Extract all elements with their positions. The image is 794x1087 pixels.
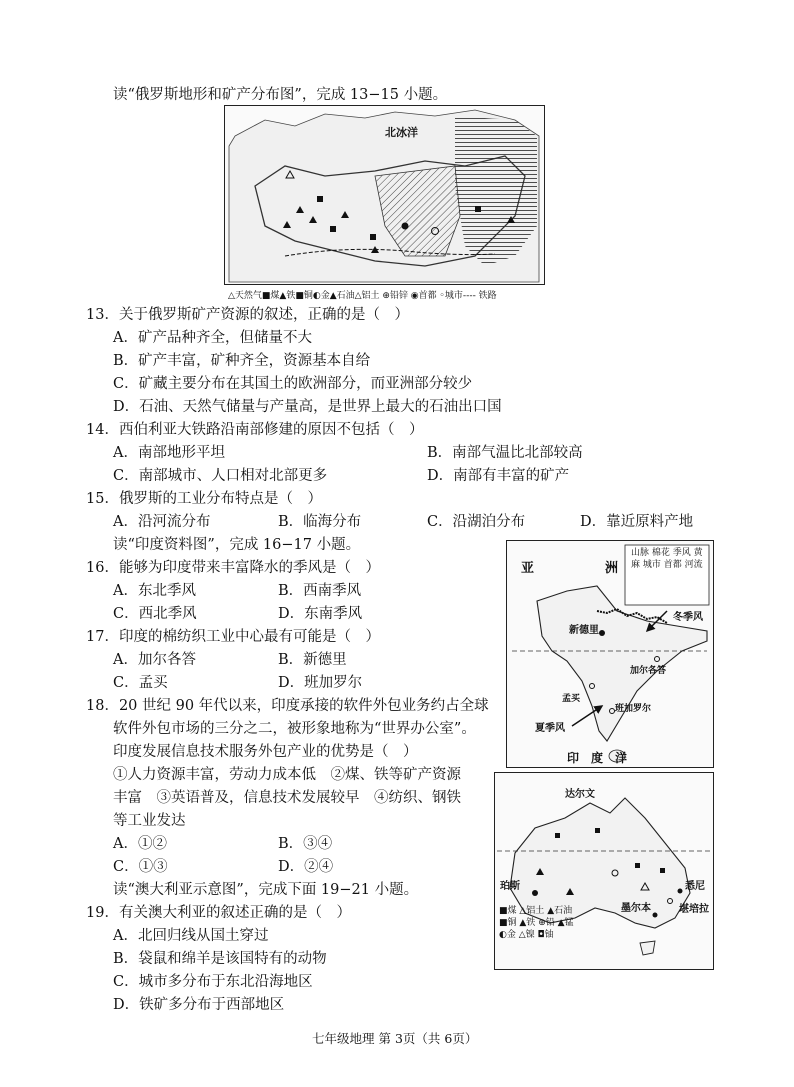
legend-mountain: 山脉 <box>631 548 650 558</box>
q15-option-d[interactable]: D．靠近原料产地 <box>580 514 694 530</box>
q19-stem: 19．有关澳大利亚的叙述正确的是（ ） <box>86 905 351 921</box>
perth-label: 珀斯 <box>500 881 520 892</box>
russia-map <box>224 105 545 285</box>
sydney-label: 悉尼 <box>685 881 705 892</box>
page-footer: 七年级地理 第 3页（共 6页） <box>312 1031 478 1046</box>
q17-option-a[interactable]: A．加尔各答 <box>113 652 196 668</box>
canberra-label: 堪培拉 <box>679 904 709 915</box>
q18-stem-line2: 软件外包市场的三分之二，被形象地称为“世界办公室”。 <box>113 721 476 737</box>
q18-stem-line1: 18．20 世纪 90 年代以来，印度承接的软件外包业务约占全球 <box>86 698 489 714</box>
q17-option-d[interactable]: D．班加罗尔 <box>278 675 363 691</box>
q14-stem: 14．西伯利亚大铁路沿南部修建的原因不包括（ ） <box>86 422 424 438</box>
intro-australia: 读“澳大利亚示意图”，完成下面 19−21 小题。 <box>113 882 419 898</box>
new-delhi-label: 新德里 <box>569 625 599 636</box>
legend-oil: ▲石油 <box>547 906 573 916</box>
winter-monsoon-label: 冬季风 <box>673 612 703 623</box>
q16-option-d[interactable]: D．东南季风 <box>278 606 363 622</box>
legend-uranium: ◘铀 <box>537 930 554 940</box>
indian-ocean-label: 印 度 洋 <box>567 751 628 765</box>
q18-stem-line3: 印度发展信息技术服务外包产业的优势是（ ） <box>113 744 418 760</box>
legend-cotton: 棉花 <box>651 548 670 558</box>
q13-option-d[interactable]: D．石油、天然气储量与产量高，是世界上最大的石油出口国 <box>113 399 502 415</box>
arctic-ocean-label: 北冰洋 <box>385 126 418 139</box>
q18-stem-line6: 等工业发达 <box>113 813 186 829</box>
australia-map <box>494 772 714 970</box>
q13-option-a[interactable]: A．矿产品种齐全，但储量不大 <box>113 330 312 346</box>
kolkata-label: 加尔各答 <box>630 666 667 676</box>
q17-option-b[interactable]: B．新德里 <box>278 652 347 668</box>
q17-option-c[interactable]: C．孟买 <box>113 675 168 691</box>
q15-option-b[interactable]: B．临海分布 <box>278 514 362 530</box>
melbourne-label: 墨尔本 <box>621 903 651 914</box>
q18-stem-line5: 丰富 ③英语普及，信息技术发展较早 ④纺织、钢铁 <box>113 790 461 806</box>
legend-nickel: △镍 <box>518 930 535 940</box>
q14-option-a[interactable]: A．南部地形平坦 <box>113 445 225 461</box>
q19-option-c[interactable]: C．城市多分布于东北沿海地区 <box>113 974 313 990</box>
mumbai-label: 孟买 <box>562 694 581 704</box>
q16-option-b[interactable]: B．西南季风 <box>278 583 362 599</box>
legend-copper: ■铜 <box>499 918 517 928</box>
q16-option-c[interactable]: C．西北季风 <box>113 606 197 622</box>
india-map <box>506 540 714 768</box>
q14-option-d[interactable]: D．南部有丰富的矿产 <box>427 468 570 484</box>
asia-label-2: 洲 <box>605 561 619 576</box>
q17-stem: 17．印度的棉纺织工业中心最有可能是（ ） <box>86 629 380 645</box>
legend-river: 河流 <box>684 560 703 570</box>
q18-stem-line4: ①人力资源丰富，劳动力成本低 ②煤、铁等矿产资源 <box>113 767 461 783</box>
intro-india: 读“印度资料图”，完成 16−17 小题。 <box>113 537 361 553</box>
q18-option-b[interactable]: B．③④ <box>278 836 333 852</box>
asia-label-1: 亚 <box>521 561 535 576</box>
q15-option-c[interactable]: C．沿湖泊分布 <box>427 514 526 530</box>
legend-capital: 首都 <box>663 560 682 570</box>
india-map-legend <box>631 547 707 571</box>
legend-monsoon: 季风 <box>672 548 691 558</box>
q18-option-d[interactable]: D．②④ <box>278 859 334 875</box>
q18-option-a[interactable]: A．①② <box>113 836 167 852</box>
intro-russia: 读“俄罗斯地形和矿产分布图”，完成 13−15 小题。 <box>113 87 448 103</box>
q19-option-a[interactable]: A．北回归线从国土穿过 <box>113 928 269 944</box>
legend-city: 城市 <box>642 560 661 570</box>
q15-option-a[interactable]: A．沿河流分布 <box>113 514 211 530</box>
legend-gold: ◐金 <box>499 930 516 940</box>
q15-stem: 15．俄罗斯的工业分布特点是（ ） <box>86 491 322 507</box>
q13-option-c[interactable]: C．矿藏主要分布在其国土的欧洲部分，而亚洲部分较少 <box>113 376 473 392</box>
q19-option-d[interactable]: D．铁矿多分布于西部地区 <box>113 997 285 1013</box>
q14-option-c[interactable]: C．南部城市、人口相对北部更多 <box>113 468 328 484</box>
q13-stem: 13．关于俄罗斯矿产资源的叙述，正确的是（ ） <box>86 307 409 323</box>
summer-monsoon-label: 夏季风 <box>535 723 565 734</box>
q14-option-b[interactable]: B．南部气温比北部较高 <box>427 445 583 461</box>
legend-jute: 黄麻 <box>631 548 703 570</box>
legend-lead: ⊕铅 <box>538 918 555 928</box>
q13-option-b[interactable]: B．矿产丰富，矿种齐全，资源基本自给 <box>113 353 371 369</box>
darwin-label: 达尔文 <box>565 789 595 800</box>
q16-stem: 16．能够为印度带来丰富降水的季风是（ ） <box>86 560 380 576</box>
legend-manganese: ▲锰 <box>557 918 574 928</box>
australia-map-legend <box>499 905 575 941</box>
legend-bauxite: △铝土 <box>519 906 545 916</box>
q16-option-a[interactable]: A．东北季风 <box>113 583 196 599</box>
bangalore-label: 班加罗尔 <box>615 704 652 714</box>
legend-iron: ▲铁 <box>519 918 536 928</box>
legend-coal: ■煤 <box>499 906 517 916</box>
q18-option-c[interactable]: C．①③ <box>113 859 168 875</box>
russia-map-legend: △天然气■煤▲铁■铜◐金▲石油△铝土 ⊕铅锌 ◉首都 ◦城市---- 铁路 <box>228 291 497 301</box>
q19-option-b[interactable]: B．袋鼠和绵羊是该国特有的动物 <box>113 951 327 967</box>
